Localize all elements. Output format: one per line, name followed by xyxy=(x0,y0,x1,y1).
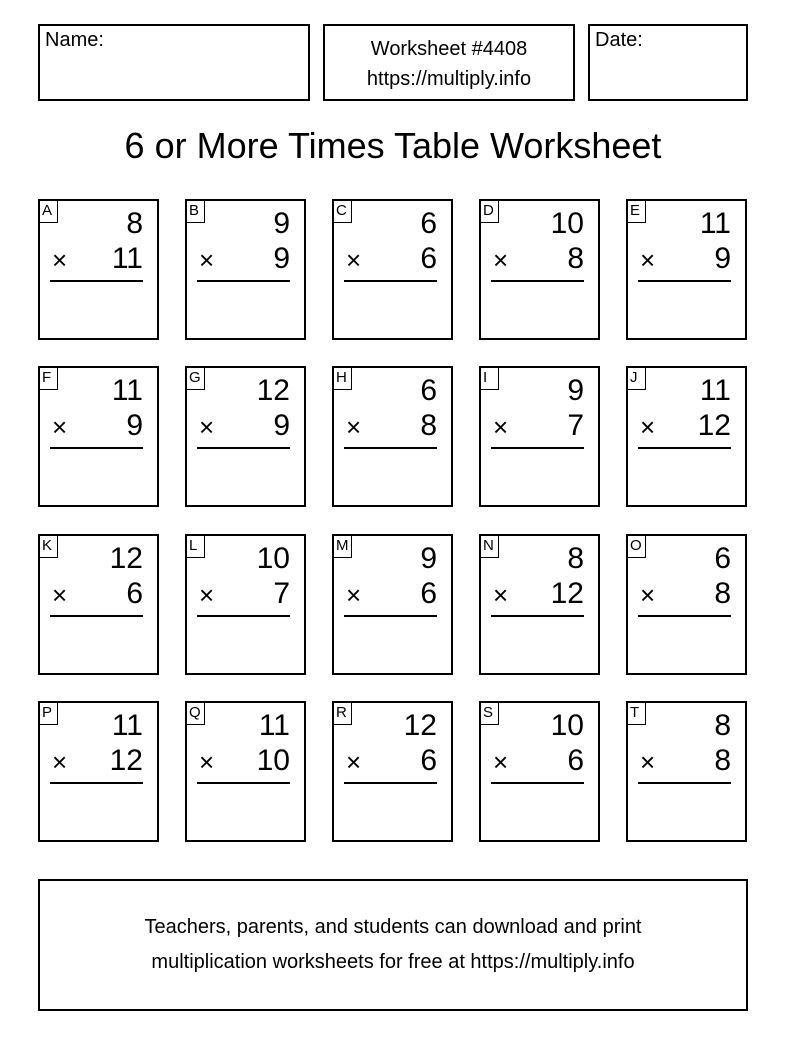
times-symbol: × xyxy=(346,412,362,442)
footer-box xyxy=(38,879,748,1011)
problem-letter: G xyxy=(185,366,205,390)
problem-card[interactable] xyxy=(626,366,747,507)
times-symbol: × xyxy=(199,580,215,610)
worksheet-number: Worksheet #4408 xyxy=(370,38,528,60)
multiplicand: 6 xyxy=(714,542,731,575)
times-symbol: × xyxy=(52,747,68,777)
answer-line xyxy=(50,280,143,282)
multiplicand: 12 xyxy=(256,374,290,407)
problem-letter: E xyxy=(626,199,646,223)
multiplier: 8 xyxy=(420,409,437,442)
footer-line-2: multiplication worksheets for free at https://multiply.info xyxy=(151,951,635,973)
multiplier: 8 xyxy=(714,744,731,777)
multiplicand: 12 xyxy=(109,542,143,575)
problem-card[interactable] xyxy=(332,199,453,340)
multiplicand: 10 xyxy=(550,207,584,240)
times-symbol: × xyxy=(493,580,509,610)
multiplicand: 9 xyxy=(273,207,290,240)
problem-card[interactable] xyxy=(185,534,306,675)
multiplicand: 10 xyxy=(256,542,290,575)
times-symbol: × xyxy=(640,580,656,610)
times-symbol: × xyxy=(346,747,362,777)
times-symbol: × xyxy=(199,412,215,442)
problem-letter: A xyxy=(38,199,58,223)
page-title: 6 or More Times Table Worksheet xyxy=(124,125,662,166)
times-symbol: × xyxy=(493,747,509,777)
multiplier: 7 xyxy=(567,409,584,442)
problem-letter: P xyxy=(38,701,58,725)
answer-line xyxy=(344,280,437,282)
problem-card[interactable] xyxy=(332,701,453,842)
times-symbol: × xyxy=(52,412,68,442)
multiplier: 12 xyxy=(697,409,731,442)
date-label: Date: xyxy=(595,29,643,51)
multiplicand: 9 xyxy=(420,542,437,575)
times-symbol: × xyxy=(640,412,656,442)
problem-letter: Q xyxy=(185,701,205,725)
multiplier: 7 xyxy=(273,577,290,610)
answer-line xyxy=(638,447,731,449)
times-symbol: × xyxy=(199,747,215,777)
multiplier: 6 xyxy=(567,744,584,777)
times-symbol: × xyxy=(493,412,509,442)
answer-line xyxy=(344,447,437,449)
multiplicand: 9 xyxy=(567,374,584,407)
problem-card[interactable] xyxy=(626,534,747,675)
answer-line xyxy=(50,782,143,784)
multiplier: 6 xyxy=(420,242,437,275)
answer-line xyxy=(197,615,290,617)
times-symbol: × xyxy=(52,580,68,610)
answer-line xyxy=(50,447,143,449)
multiplier: 8 xyxy=(714,577,731,610)
problem-letter: C xyxy=(332,199,352,223)
answer-line xyxy=(638,615,731,617)
problem-letter: K xyxy=(38,534,58,558)
multiplicand: 6 xyxy=(420,207,437,240)
answer-line xyxy=(197,447,290,449)
problem-card[interactable] xyxy=(332,366,453,507)
problem-card[interactable] xyxy=(38,199,159,340)
multiplicand: 12 xyxy=(403,709,437,742)
problem-letter: M xyxy=(332,534,352,558)
problem-card[interactable] xyxy=(38,534,159,675)
multiplier: 6 xyxy=(420,744,437,777)
multiplier: 10 xyxy=(256,744,290,777)
times-symbol: × xyxy=(640,747,656,777)
problem-card[interactable] xyxy=(479,366,600,507)
multiplier: 12 xyxy=(109,744,143,777)
multiplier: 6 xyxy=(126,577,143,610)
multiplier: 9 xyxy=(126,409,143,442)
problem-card[interactable] xyxy=(479,534,600,675)
problem-letter: J xyxy=(626,366,646,390)
times-symbol: × xyxy=(52,245,68,275)
answer-line xyxy=(638,782,731,784)
answer-line xyxy=(491,447,584,449)
answer-line xyxy=(638,280,731,282)
multiplicand: 8 xyxy=(567,542,584,575)
times-symbol: × xyxy=(346,245,362,275)
multiplicand: 8 xyxy=(714,709,731,742)
problem-letter: I xyxy=(479,366,499,390)
problem-letter: O xyxy=(626,534,646,558)
problem-card[interactable] xyxy=(185,199,306,340)
multiplier: 12 xyxy=(550,577,584,610)
answer-line xyxy=(491,782,584,784)
multiplicand: 10 xyxy=(550,709,584,742)
problem-letter: N xyxy=(479,534,499,558)
multiplicand: 6 xyxy=(420,374,437,407)
problem-card[interactable] xyxy=(626,199,747,340)
problem-letter: D xyxy=(479,199,499,223)
problem-letter: T xyxy=(626,701,646,725)
times-symbol: × xyxy=(493,245,509,275)
problem-letter: R xyxy=(332,701,352,725)
problem-card[interactable] xyxy=(185,701,306,842)
problem-card[interactable] xyxy=(185,366,306,507)
multiplicand: 11 xyxy=(111,374,143,407)
problem-letter: H xyxy=(332,366,352,390)
multiplier: 8 xyxy=(567,242,584,275)
answer-line xyxy=(50,615,143,617)
problem-letter: S xyxy=(479,701,499,725)
multiplier: 9 xyxy=(273,409,290,442)
answer-line xyxy=(197,280,290,282)
problem-card[interactable] xyxy=(38,701,159,842)
worksheet-url: https://multiply.info xyxy=(366,68,532,90)
problem-card[interactable] xyxy=(626,701,747,842)
times-symbol: × xyxy=(640,245,656,275)
multiplicand: 11 xyxy=(699,374,731,407)
problem-card[interactable] xyxy=(479,701,600,842)
problem-card[interactable] xyxy=(332,534,453,675)
multiplier: 9 xyxy=(714,242,731,275)
times-symbol: × xyxy=(346,580,362,610)
answer-line xyxy=(197,782,290,784)
answer-line xyxy=(491,280,584,282)
answer-line xyxy=(344,782,437,784)
problem-card[interactable] xyxy=(38,366,159,507)
multiplier: 6 xyxy=(420,577,437,610)
footer-line-1: Teachers, parents, and students can download and print xyxy=(144,916,642,938)
problem-letter: F xyxy=(38,366,58,390)
answer-line xyxy=(491,615,584,617)
answer-line xyxy=(344,615,437,617)
multiplier: 9 xyxy=(273,242,290,275)
multiplicand: 11 xyxy=(111,709,143,742)
name-label: Name: xyxy=(45,29,104,51)
multiplicand: 8 xyxy=(126,207,143,240)
problem-letter: B xyxy=(185,199,205,223)
multiplier: 11 xyxy=(111,242,143,275)
multiplicand: 11 xyxy=(258,709,290,742)
times-symbol: × xyxy=(199,245,215,275)
problem-letter: L xyxy=(185,534,205,558)
problem-card[interactable] xyxy=(479,199,600,340)
multiplicand: 11 xyxy=(699,207,731,240)
